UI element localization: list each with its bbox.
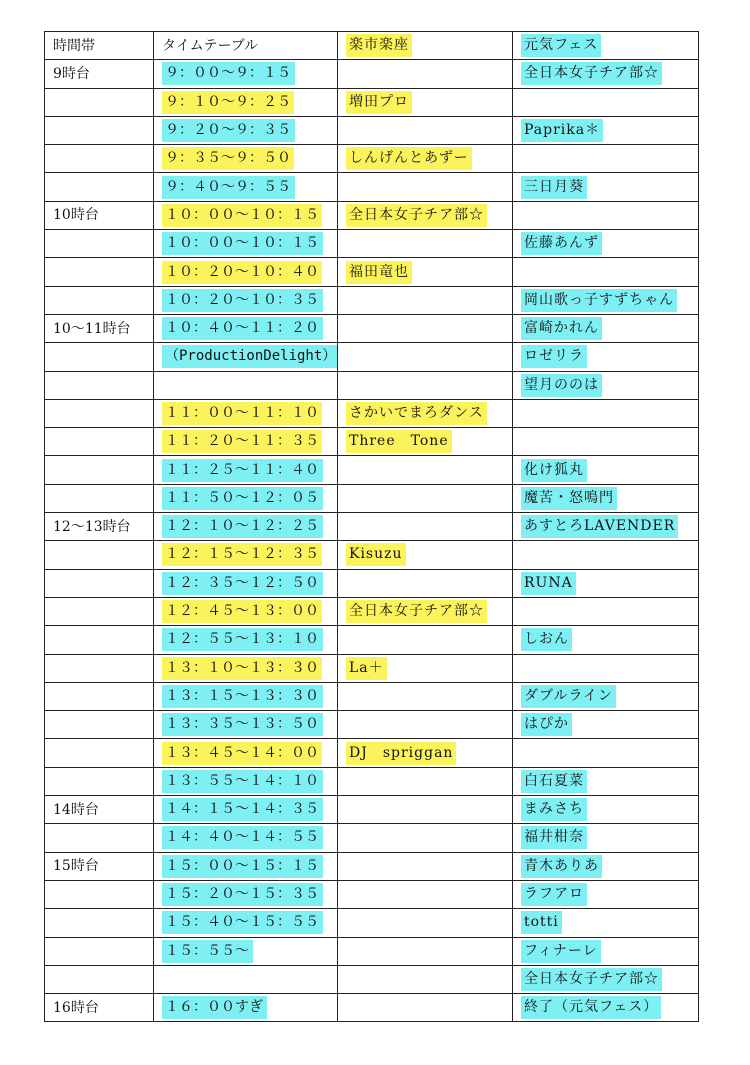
table-row: [45, 173, 699, 201]
rakuichi-performer-cell: [338, 597, 513, 625]
rakuichi-performer-cell: [338, 258, 513, 286]
genki-performer-cell: [513, 116, 699, 144]
time-slot-text: １３：３５〜１３：５０: [162, 713, 323, 736]
time-slot-text: １５：４０〜１５：５５: [162, 911, 323, 934]
rakuichi-performer-cell: [338, 399, 513, 427]
time-band-cell: [45, 513, 154, 541]
genki-performer-cell: [513, 852, 699, 880]
rakuichi-performer-text: しんげんとあずー: [346, 147, 472, 170]
time-slot-cell: [154, 456, 338, 484]
genki-performer-text: totti: [521, 911, 562, 934]
time-slot-text: １１：２０〜１１：３５: [162, 430, 322, 453]
genki-performer-cell: [513, 682, 699, 710]
time-slot-text: １３：１０〜１３：３０: [162, 657, 322, 680]
time-band-cell: [45, 116, 154, 144]
time-slot-cell: [154, 145, 338, 173]
genki-performer-text: はぴか: [521, 713, 572, 736]
rakuichi-performer-text: 全日本女子チア部☆: [346, 600, 487, 623]
table-row: [45, 852, 699, 880]
time-slot-text: １４：４０〜１４：５５: [162, 826, 323, 849]
time-band-cell: [45, 258, 154, 286]
genki-performer-cell: [513, 824, 699, 852]
rakuichi-performer-cell: [338, 739, 513, 767]
time-slot-text: １３：５５〜１４：１０: [162, 770, 323, 793]
time-slot-text: １２：１０〜１２：２５: [162, 515, 323, 538]
time-slot-cell: [154, 116, 338, 144]
header-row: [45, 32, 699, 60]
rakuichi-performer-cell: [338, 145, 513, 173]
header-genki: [513, 32, 699, 60]
genki-performer-text: RUNA: [521, 572, 576, 595]
rakuichi-performer-cell: [338, 541, 513, 569]
time-slot-text: １０：００〜１０：１５: [162, 204, 322, 227]
rakuichi-performer-cell: [338, 569, 513, 597]
table-row: [45, 597, 699, 625]
time-slot-cell: [154, 796, 338, 824]
timetable-body: [45, 60, 699, 1022]
time-band-cell: [45, 456, 154, 484]
rakuichi-performer-cell: [338, 824, 513, 852]
table-row: [45, 428, 699, 456]
header-rakuichi: [338, 32, 513, 60]
table-row: [45, 909, 699, 937]
time-slot-text: １３：４５〜１４：００: [162, 742, 322, 765]
time-slot-cell: [154, 654, 338, 682]
time-slot-cell: [154, 994, 338, 1022]
time-band-cell: [45, 626, 154, 654]
table-row: [45, 258, 699, 286]
time-band-cell: [45, 145, 154, 173]
genki-performer-text: ダブルライン: [521, 685, 616, 708]
time-band-cell: [45, 201, 154, 229]
genki-performer-cell: [513, 767, 699, 795]
time-slot-text: ９：１０〜９：２５: [162, 91, 294, 114]
genki-performer-text: 岡山歌っ子すずちゃん: [521, 289, 677, 312]
genki-performer-text: Paprika＊: [521, 119, 603, 142]
rakuichi-performer-cell: [338, 513, 513, 541]
time-band-text: 12〜13時台: [53, 518, 131, 535]
table-row: [45, 513, 699, 541]
rakuichi-performer-cell: [338, 314, 513, 342]
time-band-cell: [45, 541, 154, 569]
genki-performer-text: 化け狐丸: [521, 459, 587, 482]
table-row: [45, 314, 699, 342]
genki-performer-cell: [513, 371, 699, 399]
time-slot-cell: [154, 597, 338, 625]
time-slot-cell: [154, 88, 338, 116]
rakuichi-performer-cell: [338, 173, 513, 201]
genki-performer-text: 望月ののは: [521, 374, 602, 397]
timetable: [44, 31, 699, 1022]
time-slot-cell: [154, 739, 338, 767]
rakuichi-performer-cell: [338, 60, 513, 88]
header-genki-label: 元気フェス: [521, 34, 601, 57]
time-slot-cell: [154, 852, 338, 880]
time-slot-cell: [154, 286, 338, 314]
time-band-cell: [45, 314, 154, 342]
time-band-cell: [45, 852, 154, 880]
genki-performer-cell: [513, 314, 699, 342]
time-slot-text: １２：３５〜１２：５０: [162, 572, 323, 595]
time-slot-text: １１：５０〜１２：０５: [162, 487, 323, 510]
header-timetable-label: タイムテーブル: [162, 37, 259, 54]
time-band-cell: [45, 399, 154, 427]
table-row: [45, 824, 699, 852]
time-band-cell: [45, 60, 154, 88]
genki-performer-text: ロゼリラ: [521, 345, 587, 368]
time-slot-text: （ProductionDelight）: [162, 345, 338, 368]
rakuichi-performer-cell: [338, 201, 513, 229]
time-slot-cell: [154, 824, 338, 852]
rakuichi-performer-cell: [338, 484, 513, 512]
time-slot-cell: [154, 711, 338, 739]
table-row: [45, 739, 699, 767]
time-slot-cell: [154, 173, 338, 201]
genki-performer-cell: [513, 145, 699, 173]
time-band-cell: [45, 343, 154, 371]
genki-performer-cell: [513, 88, 699, 116]
rakuichi-performer-cell: [338, 965, 513, 993]
genki-performer-text: 魔苦・怒鳴門: [521, 487, 617, 510]
table-row: [45, 682, 699, 710]
rakuichi-performer-cell: [338, 88, 513, 116]
rakuichi-performer-cell: [338, 767, 513, 795]
table-row: [45, 654, 699, 682]
genki-performer-cell: [513, 626, 699, 654]
genki-performer-text: まみさち: [521, 798, 587, 821]
genki-performer-cell: [513, 597, 699, 625]
rakuichi-performer-text: Kisuzu: [346, 543, 406, 566]
genki-performer-cell: [513, 739, 699, 767]
time-band-cell: [45, 994, 154, 1022]
genki-performer-cell: [513, 60, 699, 88]
genki-performer-cell: [513, 711, 699, 739]
time-band-text: 10〜11時台: [53, 320, 131, 337]
time-band-text: 9時台: [53, 65, 90, 82]
time-slot-text: １３：１５〜１３：３０: [162, 685, 323, 708]
rakuichi-performer-cell: [338, 852, 513, 880]
rakuichi-performer-cell: [338, 456, 513, 484]
genki-performer-cell: [513, 937, 699, 965]
time-slot-text: １０：２０〜１０：４０: [162, 261, 322, 284]
time-band-cell: [45, 965, 154, 993]
header-time-band: [45, 32, 154, 60]
time-band-cell: [45, 937, 154, 965]
genki-performer-cell: [513, 173, 699, 201]
time-band-text: 15時台: [53, 858, 99, 875]
rakuichi-performer-text: Three Tone: [346, 430, 452, 453]
time-band-cell: [45, 569, 154, 597]
time-band-cell: [45, 597, 154, 625]
time-band-text: 16時台: [53, 999, 99, 1016]
rakuichi-performer-text: 全日本女子チア部☆: [346, 204, 487, 227]
genki-performer-text: 青木ありあ: [521, 855, 602, 878]
rakuichi-performer-text: さかいでまろダンス: [346, 402, 487, 425]
genki-performer-text: フィナーレ: [521, 940, 601, 963]
table-row: [45, 399, 699, 427]
rakuichi-performer-cell: [338, 994, 513, 1022]
time-slot-cell: [154, 201, 338, 229]
time-band-cell: [45, 767, 154, 795]
header-time-band-label: 時間帯: [53, 37, 95, 54]
time-slot-text: １０：４０〜１１：２０: [162, 317, 323, 340]
time-slot-cell: [154, 513, 338, 541]
time-slot-cell: [154, 428, 338, 456]
table-row: [45, 796, 699, 824]
time-slot-text: ９：００〜９：１５: [162, 62, 295, 85]
time-band-cell: [45, 484, 154, 512]
table-row: [45, 541, 699, 569]
rakuichi-performer-cell: [338, 343, 513, 371]
table-row: [45, 145, 699, 173]
time-band-cell: [45, 682, 154, 710]
time-slot-text: １０：００〜１０：１５: [162, 232, 323, 255]
time-slot-cell: [154, 258, 338, 286]
table-row: [45, 626, 699, 654]
table-row: [45, 230, 699, 258]
rakuichi-performer-cell: [338, 286, 513, 314]
time-slot-text: ９：４０〜９：５５: [162, 176, 295, 199]
time-slot-cell: [154, 767, 338, 795]
genki-performer-text: 全日本女子チア部☆: [521, 968, 662, 991]
table-row: [45, 994, 699, 1022]
genki-performer-cell: [513, 994, 699, 1022]
time-slot-cell: [154, 909, 338, 937]
time-band-cell: [45, 230, 154, 258]
rakuichi-performer-cell: [338, 230, 513, 258]
time-slot-cell: [154, 371, 338, 399]
genki-performer-text: 終了（元気フェス）: [521, 996, 661, 1019]
table-row: [45, 88, 699, 116]
table-row: [45, 60, 699, 88]
table-row: [45, 201, 699, 229]
time-slot-text: １５：２０〜１５：３５: [162, 883, 323, 906]
genki-performer-cell: [513, 484, 699, 512]
rakuichi-performer-cell: [338, 909, 513, 937]
rakuichi-performer-cell: [338, 937, 513, 965]
table-row: [45, 965, 699, 993]
genki-performer-cell: [513, 201, 699, 229]
table-row: [45, 456, 699, 484]
genki-performer-cell: [513, 456, 699, 484]
genki-performer-cell: [513, 343, 699, 371]
time-slot-text: １４：１５〜１４：３５: [162, 798, 323, 821]
table-row: [45, 371, 699, 399]
genki-performer-cell: [513, 569, 699, 597]
time-band-cell: [45, 796, 154, 824]
genki-performer-text: 白石夏菜: [521, 770, 587, 793]
time-slot-text: １２：１５〜１２：３５: [162, 543, 322, 566]
time-band-text: 14時台: [53, 801, 99, 818]
rakuichi-performer-text: 増田プロ: [346, 91, 412, 114]
time-slot-text: ９：２０〜９：３５: [162, 119, 295, 142]
genki-performer-cell: [513, 230, 699, 258]
time-slot-text: １２：４５〜１３：００: [162, 600, 322, 623]
rakuichi-performer-cell: [338, 796, 513, 824]
genki-performer-cell: [513, 880, 699, 908]
time-band-cell: [45, 286, 154, 314]
time-band-cell: [45, 909, 154, 937]
time-slot-cell: [154, 937, 338, 965]
rakuichi-performer-cell: [338, 428, 513, 456]
rakuichi-performer-cell: [338, 371, 513, 399]
time-slot-cell: [154, 484, 338, 512]
time-slot-text: １１：００〜１１：１０: [162, 402, 322, 425]
time-band-cell: [45, 654, 154, 682]
time-slot-cell: [154, 60, 338, 88]
time-band-cell: [45, 739, 154, 767]
table-row: [45, 937, 699, 965]
table-row: [45, 286, 699, 314]
rakuichi-performer-text: DJ spriggan: [346, 742, 456, 765]
genki-performer-cell: [513, 399, 699, 427]
table-row: [45, 569, 699, 597]
time-slot-text: １１：２５〜１１：４０: [162, 459, 323, 482]
time-slot-cell: [154, 314, 338, 342]
time-slot-cell: [154, 569, 338, 597]
genki-performer-cell: [513, 909, 699, 937]
time-slot-cell: [154, 682, 338, 710]
genki-performer-cell: [513, 541, 699, 569]
time-band-cell: [45, 824, 154, 852]
time-slot-text: １５：００〜１５：１５: [162, 855, 323, 878]
time-slot-text: １６：００すぎ: [162, 996, 267, 1019]
header-rakuichi-label: 楽市楽座: [346, 34, 412, 57]
genki-performer-text: ラフアロ: [521, 883, 587, 906]
genki-performer-text: 三日月葵: [521, 176, 587, 199]
genki-performer-text: 佐藤あんず: [521, 232, 602, 255]
genki-performer-cell: [513, 258, 699, 286]
table-row: [45, 484, 699, 512]
time-band-text: 10時台: [53, 207, 99, 224]
time-band-cell: [45, 711, 154, 739]
genki-performer-cell: [513, 796, 699, 824]
table-row: [45, 880, 699, 908]
genki-performer-text: 富崎かれん: [521, 317, 602, 340]
rakuichi-performer-cell: [338, 116, 513, 144]
genki-performer-cell: [513, 513, 699, 541]
genki-performer-cell: [513, 286, 699, 314]
genki-performer-text: 福井柑奈: [521, 826, 587, 849]
time-band-cell: [45, 880, 154, 908]
time-slot-text: １５：５５〜: [162, 940, 253, 963]
genki-performer-text: あすとろLAVENDER: [521, 515, 678, 538]
genki-performer-cell: [513, 428, 699, 456]
genki-performer-cell: [513, 654, 699, 682]
time-slot-cell: [154, 626, 338, 654]
genki-performer-cell: [513, 965, 699, 993]
table-row: [45, 116, 699, 144]
time-slot-cell: [154, 399, 338, 427]
header-timetable: [154, 32, 338, 60]
time-band-cell: [45, 173, 154, 201]
time-slot-text: １０：２０〜１０：３５: [162, 289, 323, 312]
genki-performer-text: 全日本女子チア部☆: [521, 62, 662, 85]
rakuichi-performer-cell: [338, 626, 513, 654]
rakuichi-performer-cell: [338, 711, 513, 739]
time-slot-cell: [154, 965, 338, 993]
time-slot-cell: [154, 541, 338, 569]
time-band-cell: [45, 428, 154, 456]
table-row: [45, 767, 699, 795]
rakuichi-performer-cell: [338, 654, 513, 682]
rakuichi-performer-cell: [338, 880, 513, 908]
time-band-cell: [45, 88, 154, 116]
time-slot-text: １２：５５〜１３：１０: [162, 628, 323, 651]
rakuichi-performer-cell: [338, 682, 513, 710]
rakuichi-performer-text: 福田竜也: [346, 261, 412, 284]
time-slot-cell: [154, 343, 338, 371]
genki-performer-text: しおん: [521, 628, 572, 651]
time-slot-text: ９：３５〜９：５０: [162, 147, 294, 170]
table-row: [45, 711, 699, 739]
rakuichi-performer-text: La＋: [346, 657, 387, 680]
time-slot-cell: [154, 230, 338, 258]
time-band-cell: [45, 371, 154, 399]
time-slot-cell: [154, 880, 338, 908]
table-row: [45, 343, 699, 371]
